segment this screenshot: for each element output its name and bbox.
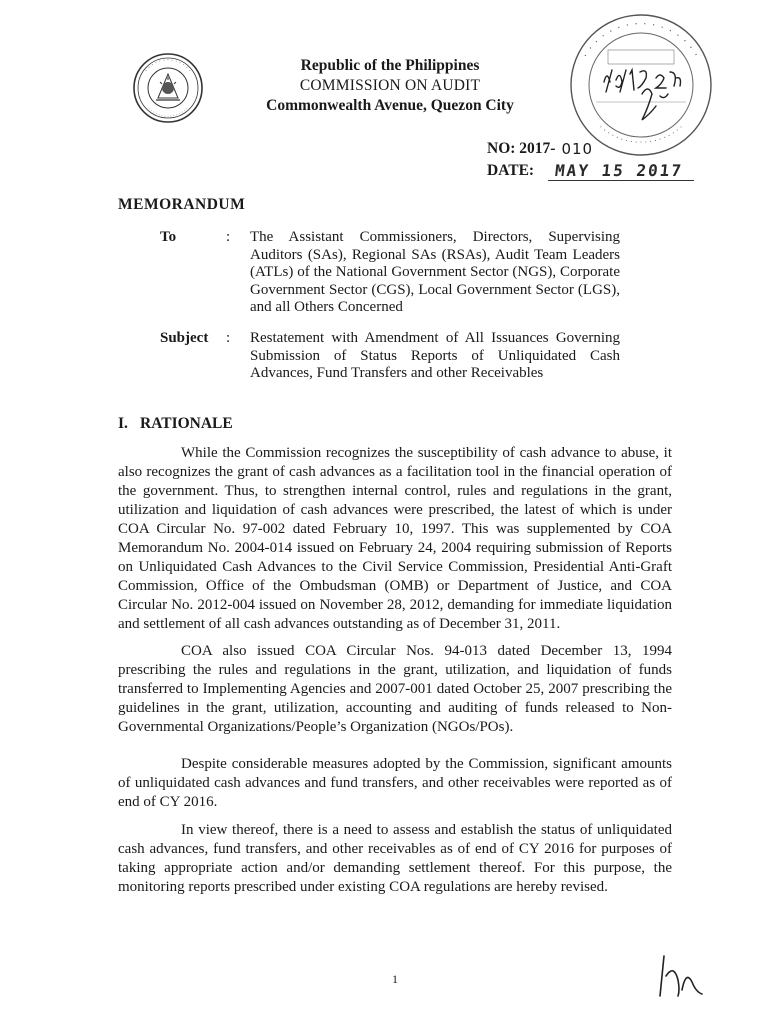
- letterhead-country: Republic of the Philippines: [300, 57, 480, 74]
- memo-date-row: [487, 160, 695, 182]
- body-paragraph: COA also issued COA Circular Nos. 94-013 dated December 13, 1994 prescribing the rules and regulations in the grant, utilization, and liquidation of funds transferred to Implementing Agencies and 2007-001 dated October 25, 2007 prescribing the guidelines in the grant, utilization, accounting and auditing of funds released to Non-Governmental Organizations/People’s Organization (NGOs/POs).: [118, 643, 672, 735]
- to-colon: :: [226, 229, 231, 245]
- memo-number-value: 010: [561, 140, 594, 158]
- subject-text: Restatement with Amendment of All Issuances Governing Submission of Status Reports of Unliquidated Cash Advances, Fund Transfers and other Receivables: [250, 330, 620, 382]
- to-field: [160, 229, 620, 317]
- memo-number-row: [487, 138, 695, 160]
- subject-field: [160, 330, 620, 383]
- section-heading: [118, 415, 233, 433]
- body-paragraph: In view thereof, there is a need to assess and establish the status of unliquidated cash advances, fund transfers, and other receivables as of end of CY 2016 for purposes of taking appropriate action and/or demanding settlement thereof. For this purpose, the monitoring reports prescribed under existing COA regulations are hereby revised.: [118, 822, 672, 895]
- svg-text:· · · · · · · · · · · · ·: · · · · · · · · · · · · ·: [143, 57, 193, 74]
- section-title: RATIONALE: [140, 415, 233, 432]
- body-paragraph: While the Commission recognizes the susceptibility of cash advance to abuse, it also recognizes the grant of cash advances as a facilitation tool in the financial operation of the government. Thus, to strengthen internal control, rules and regulations in the grant, utilization and liquidation of cash advances were prescribed, the latest of which is under COA Circular No. 97-002 dated February 10, 1997. This was supplemented by COA Memorandum No. 2004-014 issued on February 24, 2004 requiring submission of Reports on Unliquidated Cash Advances to the Civil Service Commission, Presidential Anti-Graft Commission, Office of the Ombudsman (OMB) or Department of Justice, and COA Circular No. 2012-004 issued on November 28, 2012, demanding for immediate liquidation and settlement of all cash advances outstanding as of December 31, 2011.: [118, 445, 672, 632]
- memo-reference: [487, 138, 695, 182]
- memo-date-value: MAY 15 2017: [548, 161, 696, 181]
- letterhead-agency: COMMISSION ON AUDIT: [299, 77, 481, 94]
- page-number: 1: [392, 972, 398, 986]
- letterhead-address: Commonwealth Avenue, Quezon City: [266, 97, 514, 114]
- to-recipients: The Assistant Commissioners, Directors, Supervising Auditors (SAs), Regional SAs (RSAs), Audit Team Leaders (ATLs) of the National Government Sector (NGS), Corporate Government Sector (CGS), Local Government Sector (LGS), and all Others Concerned: [250, 229, 620, 316]
- section-number: I.: [118, 415, 128, 432]
- letterhead: [240, 56, 540, 116]
- svg-text:· · · · · · · · · · · · · · ·: · · · · · · · · · · · · · · · · · · ·: [596, 122, 686, 147]
- memo-number-label: NO: 2017-: [487, 140, 556, 157]
- to-label: To: [160, 229, 177, 245]
- subject-colon: :: [226, 330, 231, 346]
- memo-date-label: DATE:: [487, 162, 535, 179]
- document-title: MEMORANDUM: [118, 196, 246, 213]
- body-paragraph: Despite considerable measures adopted by the Commission, significant amounts of unliquidated cash advances and fund transfers, and other receivables were reported as of end of CY 2016.: [118, 756, 672, 810]
- svg-text:· · · · · · · · · · · · · · ·: · · · · · · · · · · · · · · · ·: [580, 19, 702, 61]
- subject-label: Subject: [160, 330, 209, 346]
- handwritten-initials-icon: [652, 946, 712, 1002]
- svg-text:· · · · · · · · · · · · · · ·: · · · · · · · · · · · · · · ·: [145, 106, 191, 120]
- agency-seal-icon: [132, 52, 204, 124]
